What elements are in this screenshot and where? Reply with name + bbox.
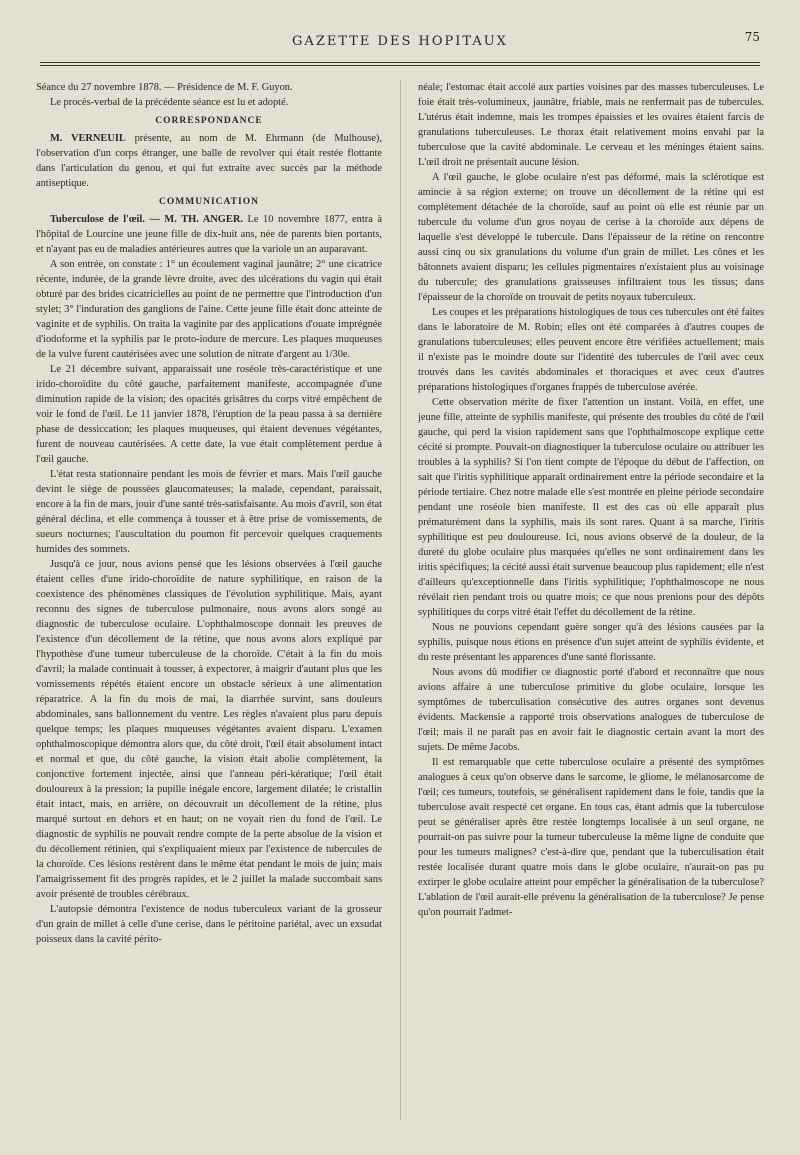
right-column	[418, 80, 764, 1130]
right-paragraph-2: A l'œil gauche, le globe oculaire n'est pas déformé, mais la sclérotique est amincie à sa région externe; on trouve un décollement de la rétine qui est complètement détachée de la choroïde, sauf au point où elle est réunie par un tubercule du volume d'un gros noyau de cerise à la choroïde aux dépens de laquelle s'est développé le tubercule. Dans l'épaisseur de la rétine on rencontre aussi cinq ou six granulations du volume d'un grain de millet. Les cônes et les bâtonnets avaient disparu; les cellules pigmentaires n'existaient plus au voisinage du tubercule; des granulations graisseuses infiltraient tous les tissus; dans l'épaisseur de la choroïde on trouvait de petits noyaux tuberculeux.	[418, 172, 764, 303]
column-divider	[400, 80, 401, 1120]
header-rule	[40, 62, 760, 63]
page-number: 75	[744, 30, 760, 44]
communication-author: M. TH. ANGER.	[159, 214, 243, 225]
proces-verbal: Le procès-verbal de la précédente séance est lu et adopté.	[50, 97, 289, 108]
left-paragraph-3: Le 21 décembre suivant, apparaissait une roséole très-caractéristique et une irido-choroïdite du côté gauche, parfaitement manifeste, accompagnée d'une diminution rapide de la vision; des opacités grisâtres du corps vitré empêchent de voir le fond de l'œil. Le 11 janvier 1878, l'éruption de la peau passa à sa dernière phase de dessiccation; les plaques muqueuses, qui étaient devenues végétantes, furent de nouveau cautérisées. A cette date, la vue était complètement perdue à l'œil gauche.	[36, 364, 382, 465]
seance-line: Séance du 27 novembre 1878. — Présidence de M. F. Guyon.	[36, 82, 293, 93]
correspondance-paragraph: M. VERNEUIL présente, au nom de M. Ehrmann (de Mulhouse), l'observation d'un corps étranger, une balle de revolver qui était restée flottante dans l'articulation du genou, et qui fut extraite avec succès par la méthode antiseptique.	[36, 133, 382, 189]
journal-title: GAZETTE DES HOPITAUX	[292, 34, 508, 49]
left-paragraph-4: L'état resta stationnaire pendant les mois de février et mars. Mais l'œil gauche devint le siège de poussées glaucomateuses; la malade, cependant, paraissait, encore à la fin de mars, jouir d'une santé très-satisfaisante. Au mois d'avril, son état général déclina, et elle commença à tousser et à être prise de vomissements, de sueurs nocturnes; l'auscultation du poumon fit percevoir quelques craquements humides des sommets.	[36, 469, 382, 555]
left-paragraph-5: Jusqu'à ce jour, nous avions pensé que les lésions observées à l'œil gauche étaient celles d'une irido-choroïdite de nature syphilitique, en raison de la coexistence des phénomènes classiques de l'évolution syphilitique. Mais, ayant reconnu des signes de tuberculose pulmonaire, nous avons alors songé au diagnostic de tuberculose oculaire. L'ophthalmoscope donnait les preuves de l'existence d'un décollement de la rétine, que nous avons alors expliqué par l'hypothèse d'une tumeur tuberculeuse de la choroïde. C'était à la fin du mois d'avril; la malade continuait à tousser, à expectorer, à maigrir d'autant plus que les vomissements répétés étaient encore un obstacle sérieux à une alimentation réparatrice. A la fin du mois de mai, la diarrhée survint, sans douleurs abdominales, sans ballonnement du ventre. Les règles n'avaient plus paru depuis quelque temps; les plaques muqueuses végétantes avaient disparu. L'examen ophthalmoscopique démontra alors que, du côté droit, l'œil était absolument intact et normal et que, du côté gauche, la vision était abolie complètement, la conjonctive fortement injectée, ainsi que l'anneau péri-kératique; l'œil était douloureux à la pression; la pupille inégale encore, largement dilatée; le cristallin était intact, mais, en arrière, on découvrait un décollement de la rétine, plus marqué surtout en dehors et en haut; on ne voyait rien du fond de l'œil. Le diagnostic de syphilis ne pouvait rendre compte de la perte absolue de la vision et du décollement rétinien, qui s'expliquaient mieux par l'existence de tubercules de la choroïde. Ces lésions restèrent dans le même état pendant le mois de juin; mais l'amaigrissement fit des progrès rapides, et le 2 juillet la malade succombait sans avoir présenté de troubles cérébraux.	[36, 559, 382, 900]
right-paragraph-1: néale; l'estomac était accolé aux parties voisines par des masses tuberculeuses. Le foie était très-volumineux, jaunâtre, friable, mais ne renfermait pas de tubercules. L'utérus était indemne, mais les trompes épaissies et les ovaires étaient farcis de granulations tuberculeuses. Le thorax était relativement moins envahi par la tuberculose que la cavité abdominale. Le cerveau et les méninges étaient sains. L'œil droit ne présentait aucune lésion.	[418, 82, 764, 168]
right-paragraph-7: Il est remarquable que cette tuberculose oculaire a présenté des symptômes analogues à ceux qu'on observe dans le sarcome, le gliome, le mélanosarcome de l'œil; ces tumeurs, toutefois, se généralisent rapidement dans le foie, tandis que la tuberculose avait respecté cet organe. En tous cas, étant admis que la tuberculose peut se généraliser après être restée longtemps localisée à un seul organe, ne pourrait-on pas suivre pour la tumeur tuberculeuse la même ligne de conduite que pour les tumeurs malignes? c'est-à-dire que, pendant que la tuberculisation était restée localisée durant quatre mois dans le globe oculaire, n'aurait-on pas pu extirper le globe oculaire atteint pour empêcher la généralisation de la tuberculose? L'ablation de l'œil aurait-elle prévenu la généralisation de la tuberculose? Je pense qu'on pourrait l'admet-	[418, 757, 764, 918]
communication-paragraph: Tuberculose de l'œil. — M. TH. ANGER. Le 10 novembre 1877, entra à l'hôpital de Lourcine une jeune fille de dix-huit ans, née de parents bien portants, et n'ayant pas eu de maladies antérieures autres que la variole un an auparavant.	[36, 214, 382, 255]
right-paragraph-6: Nous avons dû modifier ce diagnostic porté d'abord et reconnaître que nous avions affaire à une tuberculose primitive du globe oculaire, lorsque les symptômes de tuberculisation consécutive des autres organes sont devenus évidents. Mackensie a rapporté trois observations analogues de tuberculose de l'œil; mais il ne paraît pas en avoir fait le diagnostic certain avant la mort des sujets. De même Jacobs.	[418, 667, 764, 753]
header-rule-thin	[40, 65, 760, 66]
heading-correspondance: CORRESPONDANCE	[155, 116, 263, 126]
right-paragraph-5: Nous ne pouvions cependant guère songer qu'à des lésions causées par la syphilis, puisque nous étions en présence d'un sujet atteint de syphilis évidente, et du reste présentant les apparences d'une santé florissante.	[418, 622, 764, 663]
right-paragraph-4: Cette observation mérite de fixer l'attention un instant. Voilà, en effet, une jeune fille, atteinte de syphilis manifeste, qui présente des troubles du côté de l'œil gauche, qui perd la vision rapidement sans que l'ophthalmoscope explique cette cécité si prompte. Pouvait-on diagnostiquer la tuberculose oculaire ou attribuer les troubles à la syphilis? Si l'on tient compte de l'époque du début de l'affection, on sait que l'iritis syphilitique apparaît ordinairement entre la période secondaire et la période tertiaire. Chez notre malade elle s'est montrée en pleine période secondaire pendant une roséole bien manifeste. Il est des cas où elle apparaît plus prématurément dans la syphilis, mais ils sont rares. Quant à sa marche, l'iritis syphilitique est peu douloureuse. Ici, nous avions observé de la douleur, de la dureté du globe oculaire plus marquées qu'elles ne sont ordinairement dans les iritis spécifiques; la cécité aussi était survenue beaucoup plus rapidement; elle n'est d'ailleurs qu'exceptionnelle dans l'iritis syphilitique; l'ophthalmoscope ne nous révélait rien pendant trois ou quatre mois; ce que nous prenions pour des dépôts syphilitiques du corps vitré était l'effet du décollement de la rétine.	[418, 397, 764, 618]
communication-title: Tuberculose de l'œil. —	[50, 214, 160, 225]
heading-communication: COMMUNICATION	[159, 197, 259, 207]
page-header	[40, 30, 760, 58]
left-column	[36, 80, 382, 1130]
correspondance-author: M. VERNEUIL	[50, 133, 126, 144]
right-paragraph-3: Les coupes et les préparations histologiques de tous ces tubercules ont été faites dans le laboratoire de M. Robin; elles ont été comparées à d'autres coupes de granulations tuberculeuses; elles peuvent encore être vérifiées actuellement; mais il n'existe pas le moindre doute sur l'identité des tubercules de l'œil avec ceux trouvés dans les cavités abdominales et thoraciques et avec ceux d'autres préparations histologiques d'organes frappés de tuberculose avérée.	[418, 307, 764, 393]
left-paragraph-2: A son entrée, on constate : 1° un écoulement vaginal jaunâtre; 2° une cicatrice récente, indurée, de la grande lèvre droite, avec des ulcérations du vagin qui était obturé par des brides cicatricielles au point de ne permettre que l'introduction d'un stylet; 3° l'induration des ganglions de l'aine. Cette jeune fille était donc atteinte de vaginite et de syphilis. On traita la vaginite par des applications d'ouate imprégnée d'iodoforme et la syphilis par le proto-iodure de mercure. Les plaques muqueuses de la vulve furent cautérisées avec une solution de nitrate d'argent au 1/30e.	[36, 259, 382, 360]
left-paragraph-6: L'autopsie démontra l'existence de nodus tuberculeux variant de la grosseur d'un grain de millet à celle d'une cerise, dans le péritoine pariétal, avec un exsudat poisseux dans la cavité périto-	[36, 904, 382, 945]
